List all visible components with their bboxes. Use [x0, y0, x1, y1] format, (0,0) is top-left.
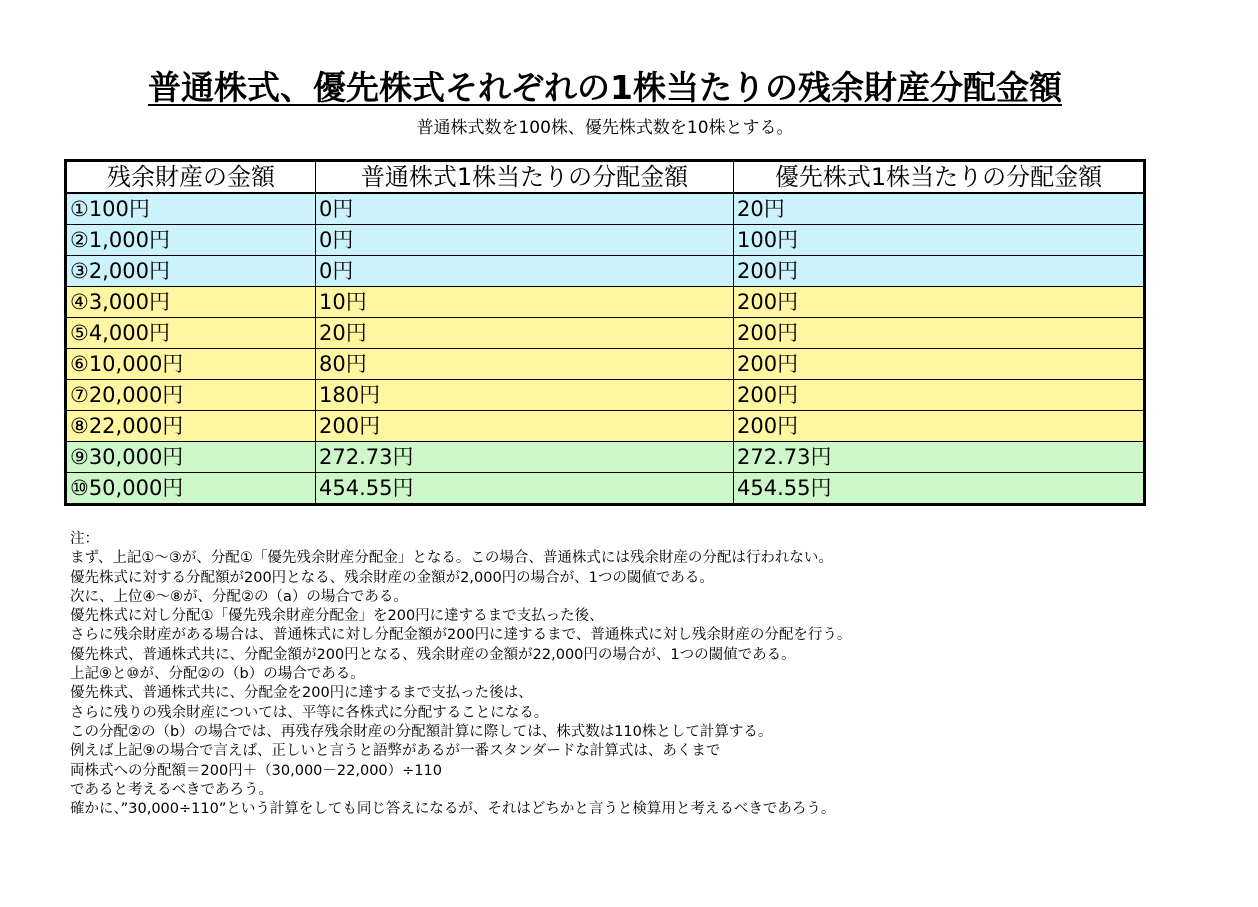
note-line: さらに残りの残余財産については、平等に各株式に分配することになる。: [70, 704, 549, 721]
note-line: 優先株式に対する分配額が200円となる、残余財産の金額が2,000円の場合が、1つの閾値である。: [70, 569, 714, 586]
cell-preferred-amount: 100円: [734, 225, 1145, 256]
table-row: [66, 193, 1145, 225]
cell-common-amount: 0円: [316, 225, 734, 256]
cell-residual-amount: ⑨30,000円: [66, 442, 316, 473]
note-line: 優先株式、普通株式共に、分配金額が200円となる、残余財産の金額が22,000円の場合が、1つの閾値である。: [70, 646, 796, 663]
note-line: さらに残余財産がある場合は、普通株式に対し分配金額が200円に達するまで、普通株式に対し残余財産の分配を行う。: [70, 627, 852, 644]
cell-common-amount: 272.73円: [316, 442, 734, 473]
page-title-text: 普通株式、優先株式それぞれの1株当たりの残余財産分配金額: [148, 68, 1062, 107]
cell-residual-amount: ⑥10,000円: [66, 349, 316, 380]
note-line: 次に、上位④～⑧が、分配②の（a）の場合である。: [70, 588, 408, 605]
cell-preferred-amount: 20円: [734, 193, 1145, 225]
cell-residual-amount: ⑩50,000円: [66, 473, 316, 505]
table-row: [66, 411, 1145, 442]
table-header-row: [66, 161, 1145, 194]
notes-heading: 注：: [70, 531, 99, 547]
table-row: [66, 318, 1145, 349]
cell-common-amount: 80円: [316, 349, 734, 380]
cell-residual-amount: ⑦20,000円: [66, 380, 316, 411]
allocation-table: [64, 159, 1146, 506]
cell-common-amount: 454.55円: [316, 473, 734, 505]
table-row: [66, 349, 1145, 380]
table-row: [66, 380, 1145, 411]
cell-residual-amount: ⑧22,000円: [66, 411, 316, 442]
note-formula: 両株式への分配額＝200円＋（30,000－22,000）÷110: [70, 762, 442, 779]
cell-common-amount: 0円: [316, 256, 734, 287]
cell-residual-amount: ③2,000円: [66, 256, 316, 287]
cell-residual-amount: ①100円: [66, 193, 316, 225]
table-row: [66, 287, 1145, 318]
note-line: 優先株式に対し分配①「優先残余財産分配金」を200円に達するまで支払った後、: [70, 608, 604, 625]
cell-common-amount: 0円: [316, 193, 734, 225]
page-title: [0, 68, 1210, 108]
header-residual-amount: 残余財産の金額: [66, 161, 316, 194]
note-line: 例えば上記⑨の場合で言えば、正しいと言うと語弊があるが一番スタンダードな計算式は、あくまで: [70, 743, 721, 760]
notes-section: [70, 530, 1230, 819]
cell-residual-amount: ④3,000円: [66, 287, 316, 318]
note-line: 確かに、”30,000÷110”という計算をしても同じ答えになるが、それはどちかと言うと検算用と考えるべきであろう。: [70, 801, 836, 818]
page-subtitle: 普通株式数を100株、優先株式数を10株とする。: [416, 118, 794, 138]
cell-residual-amount: ②1,000円: [66, 225, 316, 256]
cell-preferred-amount: 200円: [734, 287, 1145, 318]
cell-common-amount: 200円: [316, 411, 734, 442]
table-row: [66, 442, 1145, 473]
cell-preferred-amount: 200円: [734, 411, 1145, 442]
cell-common-amount: 10円: [316, 287, 734, 318]
table-row: [66, 256, 1145, 287]
table-row: [66, 225, 1145, 256]
cell-common-amount: 20円: [316, 318, 734, 349]
table-row: [66, 473, 1145, 505]
header-preferred-per-share: 優先株式1株当たりの分配金額: [734, 161, 1145, 194]
note-line: 上記⑨と⑩が、分配②の（b）の場合である。: [70, 666, 365, 683]
note-line: まず、上記①～③が、分配①「優先残余財産分配金」となる。この場合、普通株式には残余財産の分配は行われない。: [70, 550, 833, 567]
cell-preferred-amount: 200円: [734, 256, 1145, 287]
cell-residual-amount: ⑤4,000円: [66, 318, 316, 349]
note-line: この分配②の（b）の場合では、再残存残余財産の分配額計算に際しては、株式数は110株として計算する。: [70, 723, 773, 740]
cell-common-amount: 180円: [316, 380, 734, 411]
cell-preferred-amount: 200円: [734, 380, 1145, 411]
header-common-per-share: 普通株式1株当たりの分配金額: [316, 161, 734, 194]
note-line: であると考えるべきであろう。: [70, 781, 273, 798]
cell-preferred-amount: 272.73円: [734, 442, 1145, 473]
note-line: 優先株式、普通株式共に、分配金を200円に達するまで支払った後は、: [70, 685, 533, 702]
cell-preferred-amount: 200円: [734, 349, 1145, 380]
cell-preferred-amount: 454.55円: [734, 473, 1145, 505]
cell-preferred-amount: 200円: [734, 318, 1145, 349]
